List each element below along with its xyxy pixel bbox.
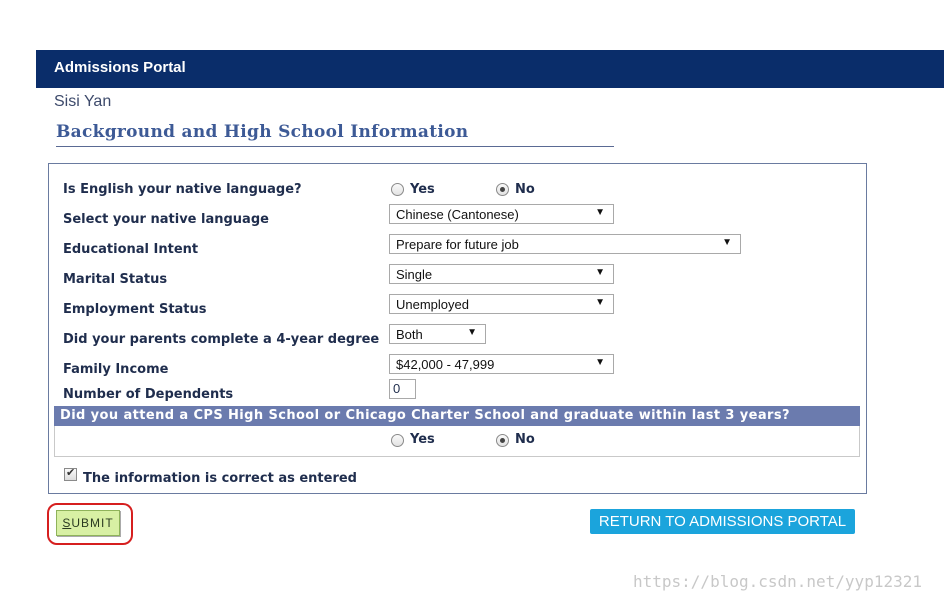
dropdown-arrow-icon: ▼ <box>595 267 605 278</box>
educational-intent-value: Prepare for future job <box>396 237 519 252</box>
confirm-checkbox[interactable] <box>64 468 77 481</box>
confirm-label[interactable]: The information is correct as entered <box>83 471 357 486</box>
english-native-yes-label[interactable]: Yes <box>410 182 435 197</box>
dependents-input[interactable]: 0 <box>389 379 416 399</box>
native-language-select[interactable] <box>389 204 614 224</box>
employment-status-label: Employment Status <box>63 302 207 317</box>
cps-yes-radio[interactable] <box>391 434 404 447</box>
marital-status-label: Marital Status <box>63 272 168 287</box>
section-title: Background and High School Information <box>56 122 614 147</box>
dropdown-arrow-icon: ▼ <box>595 207 605 218</box>
dropdown-arrow-icon: ▼ <box>467 327 477 338</box>
family-income-label: Family Income <box>63 362 169 377</box>
cps-question-header: Did you attend a CPS High School or Chicago Charter School and graduate within last 3 years? <box>54 406 860 426</box>
cps-yes-label[interactable]: Yes <box>410 432 435 447</box>
native-language-value: Chinese (Cantonese) <box>396 207 519 222</box>
family-income-value: $42,000 - 47,999 <box>396 357 495 372</box>
english-native-no-label[interactable]: No <box>515 182 535 197</box>
native-language-label: Select your native language <box>63 212 269 227</box>
return-to-portal-button[interactable]: RETURN TO ADMISSIONS PORTAL <box>590 509 855 534</box>
educational-intent-select[interactable] <box>389 234 741 254</box>
dependents-label: Number of Dependents <box>63 387 234 402</box>
dropdown-arrow-icon: ▼ <box>595 357 605 368</box>
portal-header-bar <box>36 50 944 88</box>
submit-label-rest: UBMIT <box>71 516 114 530</box>
parents-degree-value: Both <box>396 327 423 342</box>
english-native-yes-radio[interactable] <box>391 183 404 196</box>
student-name: Sisi Yan <box>54 93 112 110</box>
employment-status-select[interactable] <box>389 294 614 314</box>
watermark: https://blog.csdn.net/yyp12321 <box>633 572 922 591</box>
marital-status-value: Single <box>396 267 433 282</box>
educational-intent-label: Educational Intent <box>63 242 199 257</box>
english-native-label: Is English your native language? <box>63 182 302 197</box>
marital-status-select[interactable] <box>389 264 614 284</box>
submit-button[interactable] <box>56 510 120 536</box>
submit-access-key: S <box>62 516 72 530</box>
english-native-no-radio[interactable] <box>496 183 509 196</box>
cps-no-label[interactable]: No <box>515 432 535 447</box>
dropdown-arrow-icon: ▼ <box>722 237 732 248</box>
employment-status-value: Unemployed <box>396 297 469 312</box>
portal-title: Admissions Portal <box>54 59 186 76</box>
cps-no-radio[interactable] <box>496 434 509 447</box>
dropdown-arrow-icon: ▼ <box>595 297 605 308</box>
cps-answer-row <box>54 426 860 457</box>
parents-degree-select[interactable] <box>389 324 486 344</box>
family-income-select[interactable] <box>389 354 614 374</box>
parents-degree-label: Did your parents complete a 4-year degree <box>63 332 380 347</box>
